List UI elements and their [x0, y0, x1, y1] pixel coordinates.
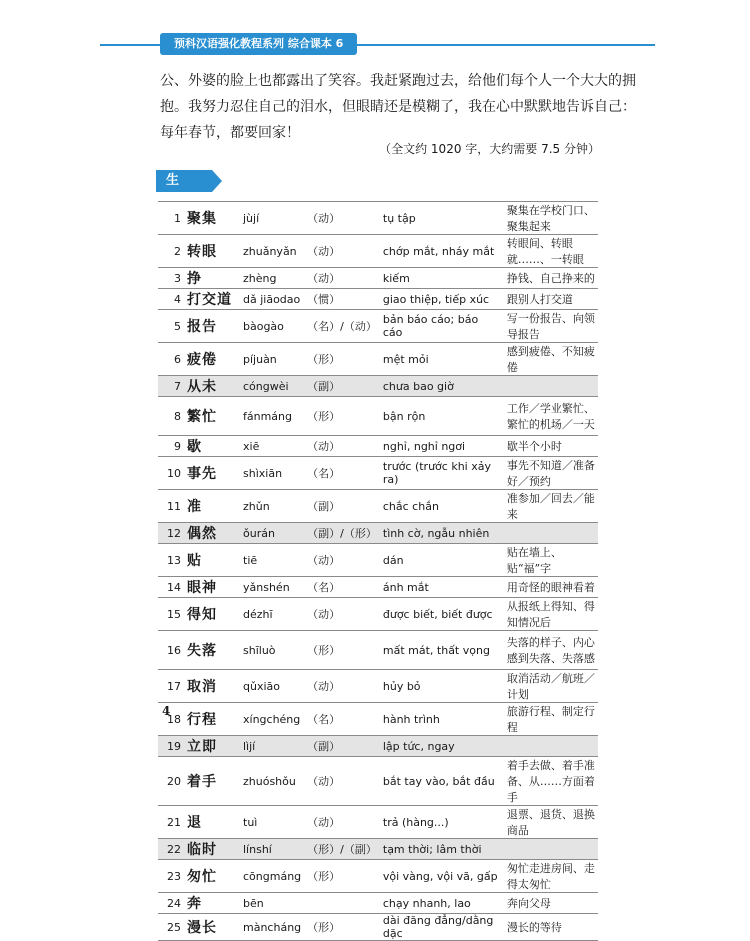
vocab-row [158, 893, 598, 914]
vocab-part-of-speech: （惯） [304, 289, 380, 310]
vocab-number: 20 [158, 757, 184, 806]
vocab-number: 25 [158, 914, 184, 941]
vocab-row [158, 376, 598, 397]
vocab-pinyin: shìxiān [240, 457, 304, 490]
vocab-pinyin: línshí [240, 839, 304, 860]
vocab-part-of-speech: （名） [304, 577, 380, 598]
vocab-word: 准 [184, 490, 240, 523]
vocab-word: 漫长 [184, 914, 240, 941]
vocab-row [158, 523, 598, 544]
vocab-number: 11 [158, 490, 184, 523]
vocab-number: 10 [158, 457, 184, 490]
paragraph-line: 抱。我努力忍住自己的泪水，但眼睛还是模糊了，我在心中默默地告诉自己： [160, 99, 636, 115]
vocab-number: 2 [158, 235, 184, 268]
vocab-vietnamese: mệt mỏi [380, 343, 504, 376]
vocab-vietnamese: chớp mắt, nháy mắt [380, 235, 504, 268]
vocab-word: 疲倦 [184, 343, 240, 376]
vocab-part-of-speech: （副）/（形） [304, 523, 380, 544]
vocab-part-of-speech: （动） [304, 436, 380, 457]
vocab-pinyin: zhuóshǒu [240, 757, 304, 806]
vocab-pinyin: tuì [240, 806, 304, 839]
vocab-row [158, 490, 598, 523]
vocab-row [158, 268, 598, 289]
vocab-pinyin: cóngwèi [240, 376, 304, 397]
vocab-part-of-speech: （副） [304, 490, 380, 523]
vocab-vietnamese: hành trình [380, 703, 504, 736]
vocab-example [504, 839, 598, 860]
vocab-example [504, 523, 598, 544]
vocab-vietnamese: mất mát, thất vọng [380, 631, 504, 670]
vocab-example: 歇半个小时 [504, 436, 598, 457]
vocab-part-of-speech: （动） [304, 806, 380, 839]
vocab-pinyin: dézhī [240, 598, 304, 631]
vocab-number: 19 [158, 736, 184, 757]
vocab-example: 聚集在学校门口、聚集起来 [504, 202, 598, 235]
vocab-number: 13 [158, 544, 184, 577]
vocab-part-of-speech: （名） [304, 457, 380, 490]
vocab-word: 着手 [184, 757, 240, 806]
vocab-example: 事先不知道／准备好／预约 [504, 457, 598, 490]
paragraph-line: 公、外婆的脸上也都露出了笑容。我赶紧跑过去，给他们每个人一个大大的拥 [160, 73, 636, 89]
vocab-part-of-speech: （形） [304, 631, 380, 670]
vocab-word: 眼神 [184, 577, 240, 598]
vocab-number: 8 [158, 397, 184, 436]
vocab-part-of-speech: （形）/（副） [304, 839, 380, 860]
vocab-part-of-speech: （动） [304, 202, 380, 235]
vocab-row [158, 202, 598, 235]
vocab-part-of-speech: （副） [304, 376, 380, 397]
vocab-vietnamese: dài đăng đẳng/dằng dặc [380, 914, 504, 941]
vocab-row [158, 577, 598, 598]
vocab-number: 1 [158, 202, 184, 235]
vocab-row [158, 806, 598, 839]
vocab-word: 失落 [184, 631, 240, 670]
vocab-row [158, 839, 598, 860]
vocab-row [158, 235, 598, 268]
vocab-vietnamese: kiếm [380, 268, 504, 289]
vocab-row [158, 544, 598, 577]
vocab-pinyin: zhuǎnyǎn [240, 235, 304, 268]
vocab-vietnamese: trả (hàng...) [380, 806, 504, 839]
vocab-vietnamese: lập tức, ngay [380, 736, 504, 757]
vocab-number: 22 [158, 839, 184, 860]
vocab-word: 报告 [184, 310, 240, 343]
vocab-vietnamese: chưa bao giờ [380, 376, 504, 397]
vocab-word: 匆忙 [184, 860, 240, 893]
vocab-number: 4 [158, 289, 184, 310]
vocab-row [158, 397, 598, 436]
vocab-vietnamese: vội vàng, vội vã, gấp [380, 860, 504, 893]
vocab-pinyin: zhǔn [240, 490, 304, 523]
vocab-vietnamese: được biết, biết được [380, 598, 504, 631]
vocab-word: 从未 [184, 376, 240, 397]
vocab-pinyin: shīluò [240, 631, 304, 670]
vocab-number: 18 [158, 703, 184, 736]
vocab-part-of-speech: （形） [304, 860, 380, 893]
vocab-example: 失落的样子、内心感到失落、失落感 [504, 631, 598, 670]
vocab-pinyin: jùjí [240, 202, 304, 235]
vocab-number: 23 [158, 860, 184, 893]
vocab-number: 3 [158, 268, 184, 289]
vocab-example [504, 736, 598, 757]
vocab-number: 6 [158, 343, 184, 376]
vocab-pinyin: màncháng [240, 914, 304, 941]
vocab-number: 16 [158, 631, 184, 670]
vocab-example: 漫长的等待 [504, 914, 598, 941]
vocabulary-heading: 生 词 [166, 173, 190, 210]
vocab-example: 奔向父母 [504, 893, 598, 914]
vocab-row [158, 310, 598, 343]
vocab-word: 立即 [184, 736, 240, 757]
vocab-number: 17 [158, 670, 184, 703]
vocab-example: 退票、退货、退换商品 [504, 806, 598, 839]
vocab-example: 用奇怪的眼神看着 [504, 577, 598, 598]
vocab-word: 贴 [184, 544, 240, 577]
vocab-example [504, 376, 598, 397]
vocab-part-of-speech: （形） [304, 397, 380, 436]
vocab-example: 跟别人打交道 [504, 289, 598, 310]
vocab-part-of-speech: （动） [304, 598, 380, 631]
vocab-row [158, 598, 598, 631]
vocab-pinyin: tiē [240, 544, 304, 577]
word-count-note: （全文约 1020 字，大约需要 7.5 分钟） [379, 142, 600, 156]
vocab-number: 14 [158, 577, 184, 598]
vocab-pinyin: yǎnshén [240, 577, 304, 598]
vocab-row [158, 860, 598, 893]
vocab-example: 工作／学业繁忙、繁忙的机场／一天 [504, 397, 598, 436]
book-series-header: 预科汉语强化教程系列 综合课本 6 [160, 33, 357, 55]
vocab-vietnamese: nghỉ, nghỉ ngơi [380, 436, 504, 457]
vocab-row [158, 631, 598, 670]
vocab-part-of-speech: （动） [304, 235, 380, 268]
vocab-example: 匆忙走进房间、走得太匆忙 [504, 860, 598, 893]
vocab-example: 从报纸上得知、得知情况后 [504, 598, 598, 631]
vocab-example: 旅游行程、制定行程 [504, 703, 598, 736]
vocab-number: 5 [158, 310, 184, 343]
page-number: 4 [162, 704, 171, 718]
vocab-part-of-speech: （名）/（动） [304, 310, 380, 343]
vocab-vietnamese: tạm thời; lâm thời [380, 839, 504, 860]
vocab-example: 着手去做、着手准备、从……方面着手 [504, 757, 598, 806]
vocab-example: 取消活动／航班／计划 [504, 670, 598, 703]
vocab-word: 临时 [184, 839, 240, 860]
vocab-vietnamese: bản báo cáo; báo cáo [380, 310, 504, 343]
vocab-pinyin: cōngmáng [240, 860, 304, 893]
vocab-part-of-speech: （形） [304, 914, 380, 941]
vocab-vietnamese: chắc chắn [380, 490, 504, 523]
vocab-word: 取消 [184, 670, 240, 703]
vocab-pinyin: zhèng [240, 268, 304, 289]
vocab-vietnamese: hủy bỏ [380, 670, 504, 703]
vocab-word: 转眼 [184, 235, 240, 268]
vocab-word: 偶然 [184, 523, 240, 544]
vocab-pinyin: bēn [240, 893, 304, 914]
vocab-example: 贴在墙上、贴“福”字 [504, 544, 598, 577]
vocab-vietnamese: bắt tay vào, bắt đầu [380, 757, 504, 806]
vocab-part-of-speech: （副） [304, 736, 380, 757]
vocab-part-of-speech: （动） [304, 544, 380, 577]
vocab-word: 奔 [184, 893, 240, 914]
vocab-word: 挣 [184, 268, 240, 289]
vocab-pinyin: qǔxiāo [240, 670, 304, 703]
vocab-word: 聚集 [184, 202, 240, 235]
vocab-pinyin: xíngchéng [240, 703, 304, 736]
vocab-row [158, 670, 598, 703]
vocab-example: 转眼间、转眼就……、一转眼 [504, 235, 598, 268]
vocab-pinyin: ǒurán [240, 523, 304, 544]
story-paragraph [160, 68, 636, 146]
paragraph-line: 每年春节，都要回家！ [160, 125, 300, 141]
vocab-vietnamese: giao thiệp, tiếp xúc [380, 289, 504, 310]
vocab-number: 24 [158, 893, 184, 914]
vocab-word: 行程 [184, 703, 240, 736]
vocab-vietnamese: trước (trước khi xảy ra) [380, 457, 504, 490]
vocab-row [158, 436, 598, 457]
vocab-number: 12 [158, 523, 184, 544]
vocab-word: 繁忙 [184, 397, 240, 436]
vocab-number: 21 [158, 806, 184, 839]
vocab-word: 打交道 [184, 289, 240, 310]
vocab-pinyin: bàogào [240, 310, 304, 343]
vocab-vietnamese: tụ tập [380, 202, 504, 235]
vocab-part-of-speech: （名） [304, 703, 380, 736]
vocab-word: 退 [184, 806, 240, 839]
vocab-vietnamese: tình cờ, ngẫu nhiên [380, 523, 504, 544]
vocab-number: 7 [158, 376, 184, 397]
vocab-pinyin: píjuàn [240, 343, 304, 376]
vocabulary-heading-tab [156, 170, 222, 210]
vocab-row [158, 736, 598, 757]
vocab-word: 歇 [184, 436, 240, 457]
vocab-pinyin: fánmáng [240, 397, 304, 436]
vocab-number: 9 [158, 436, 184, 457]
vocab-pinyin: xiē [240, 436, 304, 457]
vocab-row [158, 289, 598, 310]
vocab-row [158, 457, 598, 490]
vocab-row [158, 703, 598, 736]
vocab-part-of-speech: （动） [304, 268, 380, 289]
vocab-part-of-speech [304, 893, 380, 914]
vocab-example: 准参加／回去／能来 [504, 490, 598, 523]
vocab-example: 感到疲倦、不知疲倦 [504, 343, 598, 376]
vocab-part-of-speech: （动） [304, 757, 380, 806]
vocab-row [158, 914, 598, 941]
vocab-part-of-speech: （形） [304, 343, 380, 376]
vocab-vietnamese: dán [380, 544, 504, 577]
vocabulary-table [158, 201, 598, 941]
vocab-pinyin: lìjí [240, 736, 304, 757]
vocab-vietnamese: ánh mắt [380, 577, 504, 598]
vocab-number: 15 [158, 598, 184, 631]
vocab-row [158, 757, 598, 806]
vocab-pinyin: dǎ jiāodao [240, 289, 304, 310]
vocab-vietnamese: bận rộn [380, 397, 504, 436]
vocab-example: 写一份报告、向领导报告 [504, 310, 598, 343]
vocab-word: 事先 [184, 457, 240, 490]
vocab-part-of-speech: （动） [304, 670, 380, 703]
vocab-example: 挣钱、自己挣来的 [504, 268, 598, 289]
vocab-word: 得知 [184, 598, 240, 631]
vocab-vietnamese: chạy nhanh, lao [380, 893, 504, 914]
vocab-row [158, 343, 598, 376]
